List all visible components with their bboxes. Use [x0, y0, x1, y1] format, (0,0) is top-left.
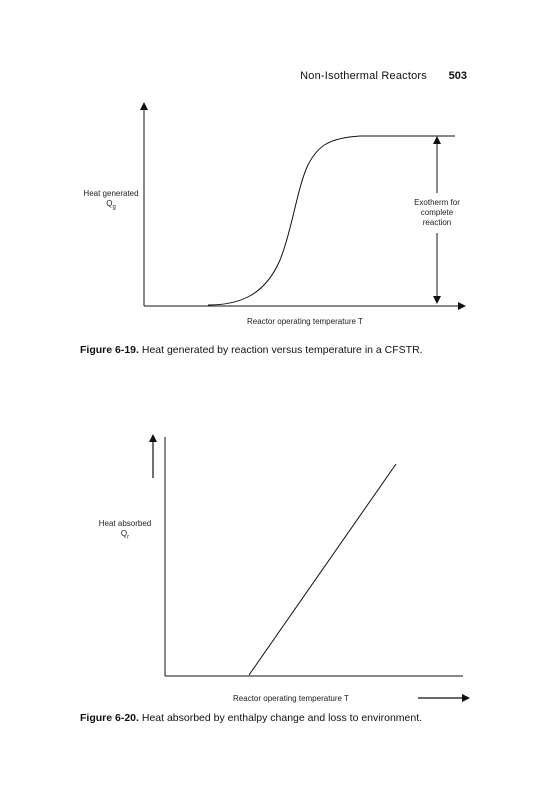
fig20-y-label: [92, 519, 158, 543]
fig20-y-label-symbol: $Q_r$: [120, 529, 130, 541]
fig19-y-label-symbol: $Q_g$: [106, 199, 116, 211]
page-number: 503: [448, 70, 467, 82]
fig19-annotation-line2: complete: [420, 208, 454, 217]
fig19-caption-text: Heat generated by reaction versus temperature in a CFSTR.: [141, 344, 423, 356]
fig20-x-label: Reactor operating temperature T: [233, 694, 349, 703]
figure-19-caption: [80, 344, 500, 356]
running-title: Non-Isothermal Reactors: [300, 70, 427, 82]
fig19-y-label: [80, 189, 142, 213]
fig19-annotation-line1: Exotherm for: [414, 198, 460, 207]
figure-20-caption: [80, 712, 500, 724]
fig19-x-label: Reactor operating temperature T: [247, 317, 363, 326]
fig19-annotation-line3: reaction: [422, 218, 452, 227]
fig20-y-label-line1: Heat absorbed: [98, 519, 152, 528]
fig20-caption-text: Heat absorbed by enthalpy change and loss to environment.: [141, 712, 423, 724]
fig20-caption-label: Figure 6-20.: [80, 712, 139, 724]
fig20-heat-absorbed-line: [249, 464, 396, 675]
fig19-caption-label: Figure 6-19.: [80, 344, 139, 356]
fig19-annotation: [404, 198, 470, 228]
fig19-y-label-line1: Heat generated: [83, 189, 139, 198]
